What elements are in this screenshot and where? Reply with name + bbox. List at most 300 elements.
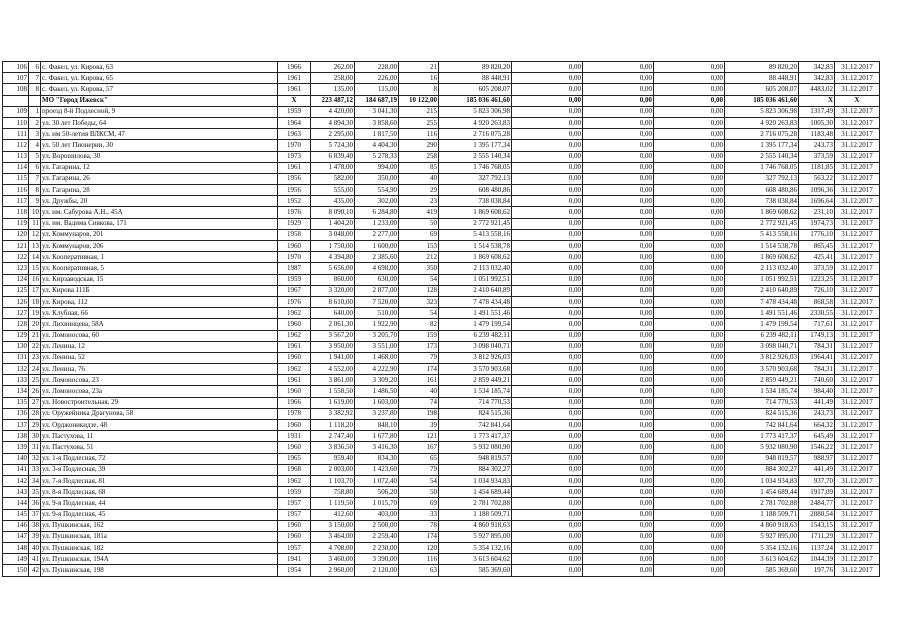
residents-cell: 10 122,00 [399,95,439,106]
year-cell: 1960 [278,520,311,531]
area-total-cell: 135,00 [311,84,355,95]
budget-cell: 0,00 [583,352,654,363]
budget-cell: 0,00 [583,296,654,307]
row-number: 115 [3,173,29,184]
area-living-cell: 184 687,19 [355,95,399,106]
address-cell: ул. Ворошилова, 30 [41,151,278,162]
table-row [3,397,880,408]
table-row [3,296,880,307]
fund-cell: 0,00 [512,173,583,184]
cost-cell: 605 208,07 [439,84,512,95]
area-living-cell: 350,00 [355,173,399,184]
total-cell: 5 413 558,16 [725,229,799,240]
budget-cell: 0,00 [583,84,654,95]
row-number: 142 [3,475,29,486]
sub-number: 18 [29,296,41,307]
table-row [3,229,880,240]
area-living-cell: 4 222,90 [355,364,399,375]
area-living-cell: 1 486,50 [355,386,399,397]
fund-cell: 0,00 [512,106,583,117]
table-row [3,498,880,509]
row-number: 116 [3,185,29,196]
area-total-cell: 1 404,20 [311,218,355,229]
fund-cell: 0,00 [512,520,583,531]
address-cell: ул. им. Вадима Сивкова, 171 [41,218,278,229]
area-total-cell: 3 464,00 [311,531,355,542]
residents-cell: 258 [399,151,439,162]
area-living-cell: 994,00 [355,162,399,173]
date-cell: 31.12.2017 [835,73,880,84]
unit-cost-cell: 740,60 [799,375,835,386]
fund-cell: 0,00 [512,565,583,576]
sub-number: 14 [29,252,41,263]
date-cell: 31.12.2017 [835,330,880,341]
row-number: 130 [3,341,29,352]
budget-cell: 0,00 [583,241,654,252]
table-row [3,106,880,117]
unit-cost-cell: 664,32 [799,420,835,431]
address-cell: с. Факел, ул. Кирова, 57 [41,84,278,95]
table-row [3,319,880,330]
residents-cell: 198 [399,408,439,419]
area-total-cell: 1 118,20 [311,420,355,431]
area-total-cell: 582,00 [311,173,355,184]
unit-cost-cell: 2880,54 [799,509,835,520]
year-cell: 1970 [278,140,311,151]
area-total-cell: 412,60 [311,509,355,520]
area-living-cell: 1 233,00 [355,218,399,229]
fund-cell: 0,00 [512,442,583,453]
cost-cell: 608 480,86 [439,185,512,196]
row-number: 120 [3,229,29,240]
budget-cell: 0,00 [583,140,654,151]
total-cell: 3 570 903,68 [725,364,799,375]
address-cell: ул. Клубная, 66 [41,308,278,319]
budget-cell: 0,00 [583,408,654,419]
sub-number: 24 [29,364,41,375]
area-living-cell: 3 858,60 [355,117,399,128]
year-cell: 1962 [278,475,311,486]
year-cell: 1960 [278,241,311,252]
row-number: 124 [3,274,29,285]
year-cell: 1963 [278,129,311,140]
row-number: 110 [3,117,29,128]
area-living-cell: 4 404,30 [355,140,399,151]
other-cell: 0,00 [654,274,725,285]
area-living-cell: 1 468,00 [355,352,399,363]
address-cell: ул. Пушкинская, 198 [41,565,278,576]
address-cell: с. Факел, ул. Кирова, 65 [41,73,278,84]
area-total-cell: 6 839,40 [311,151,355,162]
address-cell: ул. Пастухова, 11 [41,431,278,442]
residents-cell: 79 [399,352,439,363]
area-living-cell: 228,00 [355,62,399,73]
budget-cell: 0,00 [583,263,654,274]
row-number: 113 [3,151,29,162]
sub-number: 39 [29,531,41,542]
area-total-cell: 2 003,00 [311,464,355,475]
table-row [3,520,880,531]
date-cell: 31.12.2017 [835,129,880,140]
other-cell: 0,00 [654,229,725,240]
table-body [3,62,880,577]
row-number: 134 [3,386,29,397]
row-number: 125 [3,285,29,296]
row-number: 117 [3,196,29,207]
residents-cell: 63 [399,565,439,576]
fund-cell: 0,00 [512,62,583,73]
unit-cost-cell: 1696,64 [799,196,835,207]
cost-cell: 4 920 263,83 [439,117,512,128]
table-row [3,453,880,464]
budget-cell: 0,00 [583,73,654,84]
sub-number: 35 [29,487,41,498]
row-number: 133 [3,375,29,386]
sub-number: 37 [29,509,41,520]
date-cell: 31.12.2017 [835,520,880,531]
address-cell: МО "Город Ижевск" [41,95,278,106]
address-cell: ул. Ленина, 76 [41,364,278,375]
budget-cell: 0,00 [583,554,654,565]
total-cell: 714 770,53 [725,397,799,408]
year-cell: 1959 [278,487,311,498]
address-cell: ул. Кирзаводская, 15 [41,274,278,285]
sub-number: 27 [29,397,41,408]
other-cell: 0,00 [654,95,725,106]
cost-cell: 1 491 551,46 [439,308,512,319]
area-living-cell: 115,00 [355,84,399,95]
residents-cell: 69 [399,498,439,509]
cost-cell: 824 515,36 [439,408,512,419]
other-cell: 0,00 [654,408,725,419]
sub-number: 22 [29,341,41,352]
area-total-cell: 3 861,00 [311,375,355,386]
cost-cell: 585 369,60 [439,565,512,576]
year-cell: 1960 [278,442,311,453]
cost-cell: 7 478 434,48 [439,296,512,307]
fund-cell: 0,00 [512,352,583,363]
area-living-cell: 1 603,00 [355,397,399,408]
row-number: 145 [3,509,29,520]
other-cell: 0,00 [654,531,725,542]
unit-cost-cell: 441,49 [799,397,835,408]
table-row [3,274,880,285]
year-cell: 1961 [278,375,311,386]
area-total-cell: 5 724,30 [311,140,355,151]
other-cell: 0,00 [654,352,725,363]
area-living-cell: 5 278,33 [355,151,399,162]
unit-cost-cell: 1974,73 [799,218,835,229]
unit-cost-cell: 2484,77 [799,498,835,509]
fund-cell: 0,00 [512,453,583,464]
total-cell: 742 841,64 [725,420,799,431]
budget-cell: 0,00 [583,364,654,375]
date-cell: 31.12.2017 [835,464,880,475]
other-cell: 0,00 [654,554,725,565]
address-cell: ул. Ломоносова, 23 [41,375,278,386]
budget-cell: 0,00 [583,464,654,475]
unit-cost-cell: 1137,24 [799,543,835,554]
total-cell: 1 034 934,83 [725,475,799,486]
cost-cell: 3 613 604,62 [439,554,512,565]
date-cell: 31.12.2017 [835,229,880,240]
cost-cell: 2 859 449,21 [439,375,512,386]
area-living-cell: 1 600,00 [355,241,399,252]
date-cell: 31.12.2017 [835,241,880,252]
fund-cell: 0,00 [512,263,583,274]
table-row [3,308,880,319]
fund-cell: 0,00 [512,319,583,330]
budget-cell: 0,00 [583,319,654,330]
total-cell: 1 746 768,05 [725,162,799,173]
date-cell: X [835,95,880,106]
row-number: 139 [3,442,29,453]
date-cell: 31.12.2017 [835,106,880,117]
area-total-cell: 640,00 [311,308,355,319]
address-cell: ул. Гагарина, 12 [41,162,278,173]
total-cell: 948 819,57 [725,453,799,464]
date-cell: 31.12.2017 [835,554,880,565]
residents-cell: 159 [399,330,439,341]
area-total-cell: 1 941,00 [311,352,355,363]
total-cell: 585 369,60 [725,565,799,576]
area-total-cell: 1 558,50 [311,386,355,397]
budget-cell: 0,00 [583,431,654,442]
area-living-cell: 510,00 [355,308,399,319]
unit-cost-cell: 231,10 [799,207,835,218]
date-cell: 31.12.2017 [835,543,880,554]
other-cell: 0,00 [654,140,725,151]
year-cell: 1970 [278,252,311,263]
sub-number: 31 [29,442,41,453]
table-row [3,162,880,173]
budget-cell: 0,00 [583,129,654,140]
cost-cell: 1 188 509,71 [439,509,512,520]
address-cell: ул. Ленина, 12 [41,341,278,352]
residents-cell: 50 [399,218,439,229]
other-cell: 0,00 [654,330,725,341]
area-living-cell: 506,20 [355,487,399,498]
cost-cell: 4 860 918,63 [439,520,512,531]
budget-cell: 0,00 [583,151,654,162]
table-row [3,129,880,140]
table-row [3,173,880,184]
total-cell: 5 354 132,16 [725,543,799,554]
residents-cell: 161 [399,375,439,386]
sub-number: 6 [29,162,41,173]
area-total-cell: 262,00 [311,62,355,73]
table-row [3,196,880,207]
year-cell: 1961 [278,73,311,84]
fund-cell: 0,00 [512,341,583,352]
year-cell: 1957 [278,498,311,509]
total-cell: 4 860 918,63 [725,520,799,531]
year-cell: 1962 [278,308,311,319]
address-cell: ул. Орджоникидзе, 48 [41,420,278,431]
row-number: 129 [3,330,29,341]
fund-cell: 0,00 [512,330,583,341]
residents-cell: 419 [399,207,439,218]
total-cell: 4 920 263,83 [725,117,799,128]
fund-cell: 0,00 [512,95,583,106]
area-total-cell: 8 090,10 [311,207,355,218]
year-cell: X [278,95,311,106]
row-number: 138 [3,431,29,442]
other-cell: 0,00 [654,62,725,73]
date-cell: 31.12.2017 [835,442,880,453]
row-number: 126 [3,296,29,307]
residents-cell: 120 [399,543,439,554]
table-row [3,330,880,341]
fund-cell: 0,00 [512,364,583,375]
cost-cell: 2 772 921,45 [439,218,512,229]
sub-number: 7 [29,73,41,84]
fund-cell: 0,00 [512,252,583,263]
total-cell: 88 448,91 [725,73,799,84]
date-cell: 31.12.2017 [835,84,880,95]
sub-number: 36 [29,498,41,509]
sub-number: 2 [29,117,41,128]
area-total-cell: 3 382,92 [311,408,355,419]
unit-cost-cell: 342,83 [799,62,835,73]
total-cell: 1 773 417,37 [725,431,799,442]
fund-cell: 0,00 [512,296,583,307]
table-row [3,364,880,375]
row-number: 107 [3,73,29,84]
table-row [3,442,880,453]
table-row [3,218,880,229]
unit-cost-cell: 2330,55 [799,308,835,319]
area-total-cell: 2 061,30 [311,319,355,330]
cost-cell: 327 792,13 [439,173,512,184]
other-cell: 0,00 [654,185,725,196]
area-living-cell: 3 416,30 [355,442,399,453]
row-number: 140 [3,453,29,464]
cost-cell: 3 570 903,68 [439,364,512,375]
other-cell: 0,00 [654,196,725,207]
cost-cell: 5 932 080,90 [439,442,512,453]
sub-number: 19 [29,308,41,319]
area-total-cell: 8 610,00 [311,296,355,307]
total-cell: 1 454 689,44 [725,487,799,498]
table-row [3,509,880,520]
row-number: 123 [3,263,29,274]
row-number: 131 [3,352,29,363]
area-living-cell: 2 120,00 [355,565,399,576]
area-total-cell: 4 420,00 [311,106,355,117]
cost-cell: 6 239 482,11 [439,330,512,341]
other-cell: 0,00 [654,420,725,431]
date-cell: 31.12.2017 [835,352,880,363]
total-cell: 2 716 075,28 [725,129,799,140]
row-number: 141 [3,464,29,475]
residents-cell: 167 [399,442,439,453]
residents-cell: 54 [399,475,439,486]
sub-number: 33 [29,464,41,475]
row-number: 106 [3,62,29,73]
year-cell: 1957 [278,543,311,554]
address-cell: ул. Пушкинская, 182 [41,543,278,554]
fund-cell: 0,00 [512,509,583,520]
unit-cost-cell: 1096,36 [799,185,835,196]
table-row [3,375,880,386]
date-cell: 31.12.2017 [835,498,880,509]
unit-cost-cell: 441,49 [799,464,835,475]
sub-number: 21 [29,330,41,341]
unit-cost-cell: 342,83 [799,73,835,84]
cost-cell: 742 841,64 [439,420,512,431]
address-cell: ул. Ломоносова, 60 [41,330,278,341]
year-cell: 1962 [278,330,311,341]
address-cell: ул. Гагарина, 28 [41,185,278,196]
address-cell: ул. 7-я Подлесная, 81 [41,475,278,486]
table-row [3,84,880,95]
row-number: 144 [3,498,29,509]
total-cell: 2 781 702,88 [725,498,799,509]
date-cell: 31.12.2017 [835,162,880,173]
table-row [3,565,880,576]
fund-cell: 0,00 [512,408,583,419]
other-cell: 0,00 [654,162,725,173]
table-row [3,117,880,128]
budget-cell: 0,00 [583,196,654,207]
sub-number [29,95,41,106]
cost-cell: 738 038,84 [439,196,512,207]
table-row [3,263,880,274]
row-number: 135 [3,397,29,408]
year-cell: 1960 [278,319,311,330]
row-number: 119 [3,218,29,229]
cost-cell: 1 534 185,74 [439,386,512,397]
area-total-cell: 5 656,00 [311,263,355,274]
sub-number: 34 [29,475,41,486]
row-number: 149 [3,554,29,565]
budget-cell: 0,00 [583,531,654,542]
residents-cell: 116 [399,129,439,140]
area-living-cell: 3 041,30 [355,106,399,117]
residents-cell: 40 [399,386,439,397]
unit-cost-cell: 425,41 [799,252,835,263]
sub-number: 11 [29,218,41,229]
date-cell: 31.12.2017 [835,565,880,576]
sub-number: 41 [29,554,41,565]
area-living-cell: 1 423,60 [355,464,399,475]
unit-cost-cell: 1181,85 [799,162,835,173]
other-cell: 0,00 [654,84,725,95]
sub-number: 29 [29,420,41,431]
sub-number: 40 [29,543,41,554]
address-cell: ул. им. Сабурова А.Н., 45А [41,207,278,218]
fund-cell: 0,00 [512,274,583,285]
unit-cost-cell: 1223,25 [799,274,835,285]
sub-number: 20 [29,319,41,330]
table-row [3,408,880,419]
year-cell: 1954 [278,565,311,576]
area-total-cell: 4 394,80 [311,252,355,263]
row-number: 121 [3,241,29,252]
row-number: 122 [3,252,29,263]
total-cell: 5 927 895,00 [725,531,799,542]
budget-cell: 0,00 [583,475,654,486]
unit-cost-cell: 1749,13 [799,330,835,341]
area-living-cell: 1 677,80 [355,431,399,442]
budget-cell: 0,00 [583,62,654,73]
row-number: 128 [3,319,29,330]
budget-cell: 0,00 [583,543,654,554]
date-cell: 31.12.2017 [835,285,880,296]
row-number: 136 [3,408,29,419]
budget-cell: 0,00 [583,330,654,341]
